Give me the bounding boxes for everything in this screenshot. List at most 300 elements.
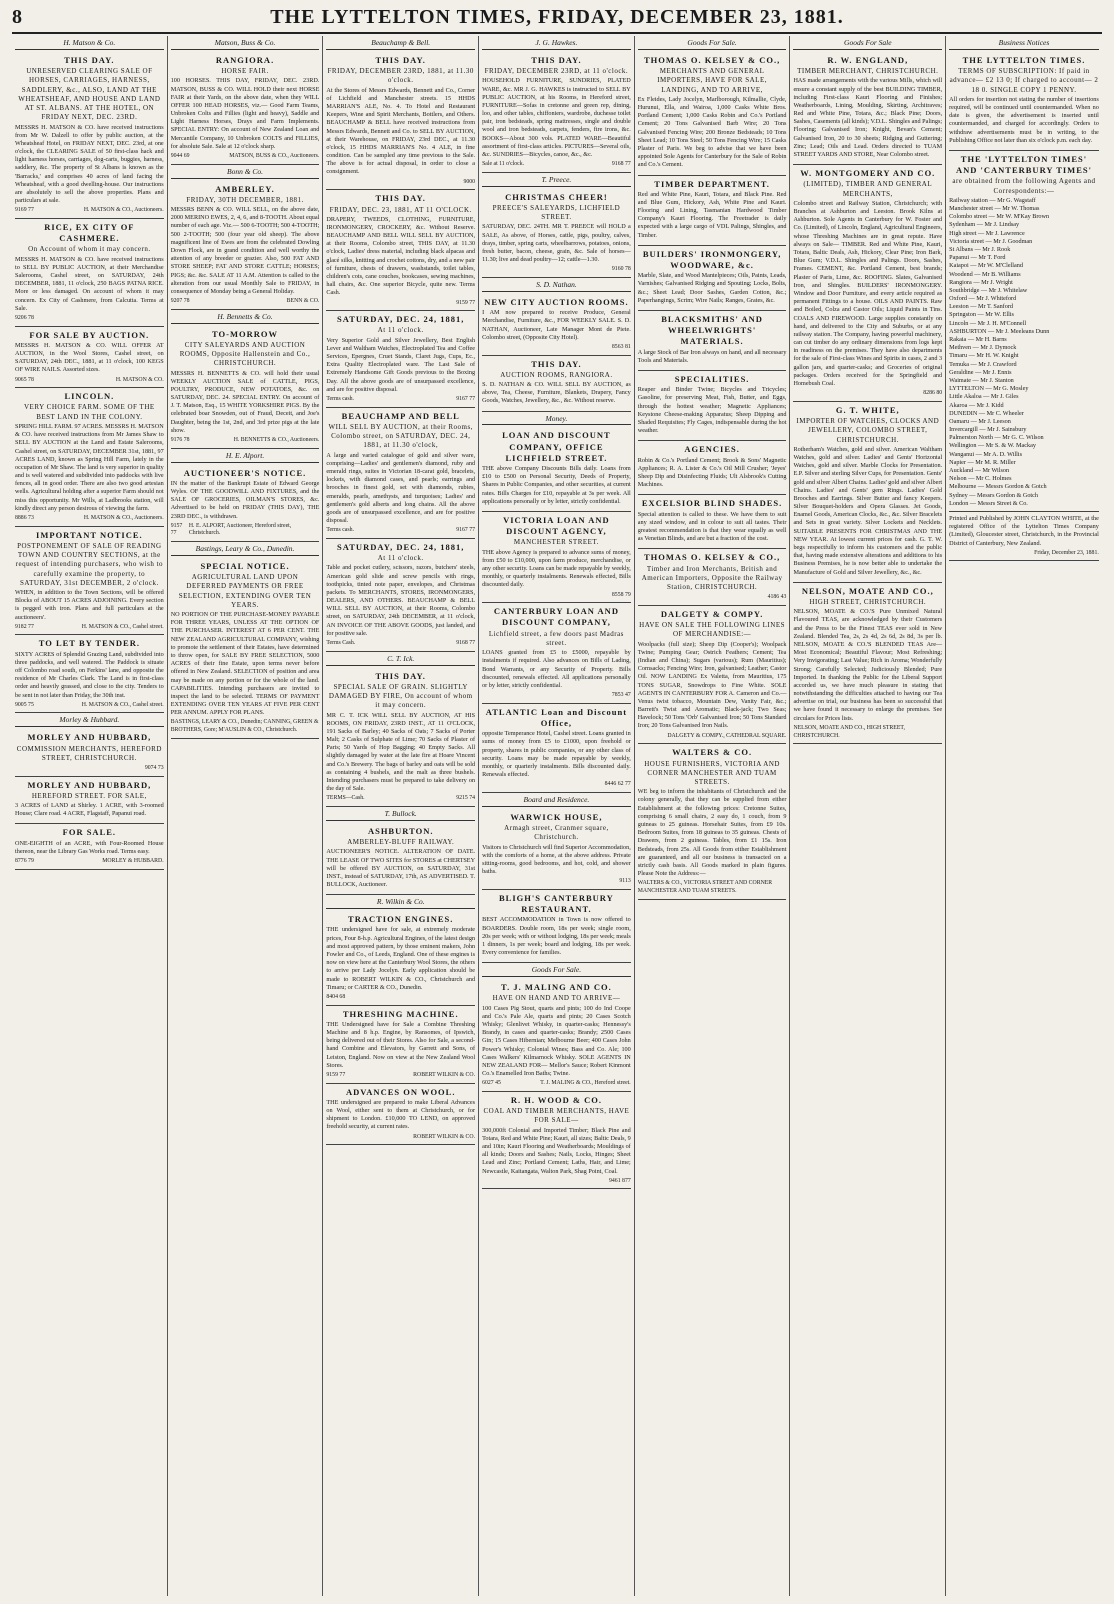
newspaper-title: THE LYTTELTON TIMES, FRIDAY, DECEMBER 23, 1881. xyxy=(270,6,844,28)
ad-body: Very Superior Gold and Silver Jewellery, Best English Lever and Waltham Watches, Electroplated Tea and Coffee Services, Epergnes, Cruet Stands, Claret Jugs, Cups, Ec., Extra Quality Electroplated ware. The Last Sale of Extremely Handsome Gift Goods previous to the Boxing Day. All the above goods are of unsurpassed excellence, and are for positive disposal. xyxy=(326,336,476,393)
ad-title: TIMBER DEPARTMENT. xyxy=(654,178,770,189)
agent-list-item: Geraldine — Mr J. Ennis xyxy=(949,368,1012,376)
ad-title: NELSON, MOATE AND CO., xyxy=(801,585,934,596)
ad-title: CANTERBURY LOAN AND DISCOUNT COMPANY, xyxy=(493,606,619,628)
ad-advertiser: 9074 73 xyxy=(144,765,164,771)
ad-advertiser: T. J. MALING & CO., Hereford street. xyxy=(540,1080,631,1087)
advertisement xyxy=(15,635,164,713)
ad-body: THE above Agency is prepared to advance sums of money, from £50 to £10,000, upon farm produce, merchandise, or any other security. Loans can be made repayable by weekly, monthly, or quarterly instalments. Renewals effected, Bills discounted daily. xyxy=(482,548,631,589)
ad-subtitle: TERMS OF SUBSCRIPTION: If paid in advance— £2 13 0; If charged to account— 2 18 0. SINGLE COPY 1 PENNY. xyxy=(949,67,1099,94)
section-heading: Beauchamp & Bell. xyxy=(326,36,475,50)
agent-list-item: Nelson — Mr C. Holmes xyxy=(949,475,1012,483)
ad-signature xyxy=(15,377,164,385)
advertisement xyxy=(326,1006,475,1084)
ad-subtitle: HOUSE FURNISHERS, VICTORIA AND CORNER MANCHESTER AND TUAM STREETS. xyxy=(644,759,780,786)
ad-signature xyxy=(793,725,942,740)
ad-title: WARWICK HOUSE, xyxy=(510,811,603,822)
column xyxy=(323,36,479,1596)
ad-body: THE undersigned have for sale, at extremely moderate prices, Four 8-h.p. Agricultural Engines, of the latest design and most approved pattern, by those eminent makers, John Fowler and Co., of Leeds, England. One of these engines is now on view here at the Canterbury Wool Stores, the others to arrive per Lady Jocelyn. Early application should be made to ROBERT WILKIN & CO., Christchurch and Timaru; or CARTER & CO., Dunedin. xyxy=(326,926,476,991)
agent-list-item: London — Messrs Street & Co. xyxy=(949,499,1028,507)
ad-body: I AM now prepared to receive Produce, General Merchandise, Furniture, &c., FOR WEEKLY SALE. S. D. NATHAN, Auctioneer, Late Manager Mont de Piete. Colombo street, (Opposite City Hotel). xyxy=(482,309,631,341)
ad-body: Special attention is called to these. We have them to suit any sized window, and in colour to suit all tastes. Their greatest recommendation is that they wear equally as well as Venetian Blinds, and are but a fraction of the cost. xyxy=(637,510,787,543)
ad-subtitle: IMPORTER OF WATCHES, CLOCKS AND JEWELLERY, COLOMBO STREET, CHRISTCHURCH. xyxy=(796,417,940,444)
advertisement xyxy=(949,512,1099,561)
section-heading: Goods For Sale. xyxy=(638,36,787,50)
column xyxy=(12,36,168,1596)
agent-list-item: Oamaru — Mr J. Leeson xyxy=(949,417,1011,425)
ad-signature xyxy=(15,765,164,773)
ad-reference-number: 8886 73 xyxy=(15,515,34,522)
ad-reference-number: 9005 75 xyxy=(15,701,34,708)
ad-advertiser: H. MATSON & CO., Auctioneers. xyxy=(83,515,164,522)
ad-body: AUCTIONEER'S NOTICE. ALTERATION OF DATE. THE LEASE OF TWO SITES for STORES at CHERTSEY will be offered BY AUCTION, on SATURDAY, 31st INST., instead of SATURDAY, 17th, AS ADVERTISED. T. BULLOCK, Auctioneer. xyxy=(326,848,476,889)
advertisement xyxy=(482,979,631,1092)
ad-signature xyxy=(326,1072,475,1080)
ad-subtitle: HEREFORD STREET. FOR SALE, xyxy=(31,791,147,800)
ad-title: R. H. WOOD & CO. xyxy=(510,1094,602,1105)
column xyxy=(168,36,324,1596)
ad-subtitle: UNRESERVED CLEARING SALE OF HORSES, CARRIAGES, HARNESS, SADDLERY, &c., ALSO, LAND AT THE WHEATSHEAF, AND HOUSE AND LAND AT ST. ALBANS. AT THE HOTEL, ON FRIDAY NEXT, DEC. 23RD. xyxy=(18,67,161,122)
advertisement xyxy=(15,729,164,776)
ad-signature xyxy=(638,733,787,741)
ad-advertiser: MATSON, BUSS & CO., Auctioneers. xyxy=(229,153,320,160)
ad-title: ADVANCES ON WOOL. xyxy=(345,1086,456,1097)
ad-title: BEAUCHAMP AND BELL xyxy=(341,410,460,421)
advertisement xyxy=(482,512,631,603)
ad-subtitle: HAVE ON SALE THE FOLLOWING LINES OF MERCHANDISE:— xyxy=(639,621,785,639)
ad-subtitle: PREECE'S SALEYARDS, LICHFIELD STREET. xyxy=(492,203,621,222)
ad-body: BEST ACCOMMODATION in Town is now offered to BOARDERS. Double room, 18s per week; single room, 20s per week; with or without lodging, 18s per week; meals 1 dinners, 1s per week; board and lodging, 18s per week. Every convenience for families. xyxy=(482,916,631,957)
ad-advertiser: 9113 xyxy=(619,878,631,885)
agent-list-item: Southbridge — Mr J. Whitelaw xyxy=(949,286,1028,294)
agent-list-item: Invercargill — Mr J. Sainsbury xyxy=(949,426,1027,434)
advertisement xyxy=(638,176,787,246)
ad-body: HOUSEHOLD FURNITURE, SUNDRIES, PLATED WARE, &c. MR J. G. HAWKES is instructed to SELL BY PUBLIC AUCTION, at his Rooms, in Hereford street, FURNITURE—Sofas in cretonne and green rep, dining, loo, and other tables, chiffoniers, wardrobe, duchesse toilet pair, iron bedsteads, spring mattresses, single and double wool and iron bedsteads, carpets, fenders, fire irons, &c. BOOKS—About 300 vols. PLATED WARE—Beautiful assortment of first-class articles. PICTURES—Several oils, &c. SUNDRIES—Bicycles, canoe, &c., &c. xyxy=(482,77,631,159)
ad-advertiser: 9000 xyxy=(463,178,476,185)
agent-list-item: Sydenham — Mr J. Lindsay xyxy=(949,221,1020,229)
masthead xyxy=(12,6,1102,34)
advertisement xyxy=(326,311,475,407)
ad-advertiser: ROBERT WILKIN & CO. xyxy=(413,1133,476,1140)
agent-list-item: Papanui — Mr T. Ford xyxy=(949,254,1006,262)
ad-signature xyxy=(793,390,942,398)
ad-body: THE Undersigned have for Sale a Combine Threshing Machine and 8 h.p. Engine, by Ransomes, of Ipswich, being delivered out of their Stores. Also for Sale, a second-hand Combine and Elevators, by Garrett and Sons, of Leiston, England. Now on view at the New Zealand Wool Stores. xyxy=(326,1020,476,1069)
ad-title: DALGETY & COMPY. xyxy=(660,608,764,619)
ad-reference-number: 8404 68 xyxy=(326,993,346,1000)
ad-advertiser: H. MATSON & CO., Cashel street. xyxy=(81,623,164,630)
advertisement xyxy=(326,52,475,190)
ad-title: RICE, EX CITY OF CASHMERE. xyxy=(44,222,135,244)
ad-reference-number: 9044 69 xyxy=(170,153,190,160)
ad-body: WHEN, in addition to the Town Sections, will be offered Blocks of ABOUT 15 ACRES ADJOINING. Every section is pegged with iron. Plans and full particulars at the auctioneers'. xyxy=(15,589,164,621)
ad-signature xyxy=(482,592,631,600)
ad-subtitle: AGRICULTURAL LAND UPON DEFERRED PAYMENTS OR FREE SELECTION, EXTENDING OVER TEN YEARS. xyxy=(178,573,312,609)
section-heading: Goods For Sale xyxy=(793,36,942,50)
ad-body: Ex Fleides, Lady Jocelyn, Marlborough, Kilmallie, Clyde, Hurunui, Ella, and Wairoa, 1,000 Casks White Bros. Portland Cement; 1,000 Casks Robin and Co.'s Portland Cement; 20 Tons Galvanised Barb Wire; 20 Tons Galvanised Fencing Wire; 200 Bronze Bedsteads; 10 Tons Sheet Lead; 10 Tons Steel; 50 Tons Fencing Wire; 15 Casks Plaster of Paris. We beg to advise that we have been appointed Sole Agents for Canterbury for the Sale of Robin and Co.'s Cement. xyxy=(637,95,787,169)
agent-list-item: LYTTELTON — Mr G. Mosley xyxy=(949,385,1029,393)
ad-body: THE above Company Discounts Bills daily. Loans from £10 to £500 on Personal Security, Deeds of Property, Shares in Public Companies, and other securities, at current rates. Bills Charges for £10, repayable at 3s per week. All applications personally or by letter, strictly confidential. xyxy=(482,465,631,505)
advertisement xyxy=(171,52,320,165)
ad-advertiser: DALGETY & COMPY., CATHEDRAL SQUARE. xyxy=(667,732,787,739)
ad-signature xyxy=(949,550,1099,558)
ad-signature xyxy=(326,396,475,404)
ad-body: MESSRS BENN & CO. WILL SELL, on the above date, 2000 MERINO EWES, 2, 4, 6, and 8-TOOTH. About equal number of each age. Viz.— 500 6-TOOTH; 500 4-TOOTH; 500 2-TOOTH; 500 (four year old sheep). The above magnificent line of Ewes are from the celebrated Dowling Down Flock, are in grand condition and well worthy the attention of any breeder or grazier. Also, 500 FAT AND STORE SHEEP; FAT AND STORE CATTLE; HORSES; PIGS; &c. &c. SALE AT 11 A.M. Attention is called to the alteration from our usual Monthly Sale to FRIDAY, in consequence of Monday being a General Holiday. xyxy=(170,206,320,295)
ad-body: NELSON, MOATE & CO.'S Pure Unmixed Natural Flavoured TEAS, are acknowledged by their Customers and the Press to be the Finest TEAS ever sold in New Zealand. Blended Tea, 2s, 2s 4d, 2s 6d, 2s 8d, 3s per lb. NELSON, MOATE & CO.'S BLENDED TEAS Are— Most Economical; Beautiful Flavour; Most Refreshing; Very Invigorating; Last Value; Rich in Aroma; Wonderfully Strong; Carefully Selected; Judiciously Blended; Pure Imported. In thanking the Public for the Liberal Support accorded us, we have much pleasure in stating that notwithstanding the difficulties attached to having our Tea advertise on trial, our business has been so successful that we have found it necessary to enlarge the premises. See circulars for Prices lists. xyxy=(793,608,943,722)
ad-body: 100 HORSES. THIS DAY, FRIDAY, DEC. 23RD. MATSON, BUSS & CO. WILL HOLD their next HORSE FAIR at their Yards, on the above date, when they WILL OFFER 100 HEAD HORSES, viz.— Good Farm Teams, Unbroken Colts and Fillies (light and heavy), Saddle and Light Harness Horses, Drays and Farm Implements. SPECIAL ENTRY: On account of New Zealand Loan and Mercantile Company, 10 Unbroken COLTS and FILLIES, for absolute Sale. Sale at 12 o'clock sharp. xyxy=(170,77,320,150)
ad-body: Visitors to Christchurch will find Superior Accommodation, with the comforts of a home, at the above address. Private sitting-rooms, good bedrooms, and hot, cold, and shower baths. xyxy=(482,843,631,876)
ad-body: LOANS granted from £5 to £5000, repayable by instalments if required. Also advances on Bills of Lading, Bond Warrants, or any Security of Property. Bills discounted, renewals effected. All applications personally or by letter, strictly confidential. xyxy=(482,649,631,689)
ad-signature xyxy=(15,702,164,710)
ad-body: Woolpacks (full size); Sheep Dip (Cooper's); Woolpack Twine; Pumping Gear; Ostrich Feathers; Cement; Tea (Indian and China); Sugars (various); Rum (Mauritius); Cornsacks; Fencing Wire; Iron, galvanised; Leather; Castor Oil. NOW LANDING Ex Valetta, from Mauritius, 175 TONS SUGAR, Snowdrops to Fine White. SOLE AGENTS IN CANTERBURY FOR A. Cameron and Co.— Venus twist tobacco, Mountain Dew, Vanity Fair, &c.; Barrett's Twist and Aromatic; Black-jack; Two Seas; Havelock; 50 Tons 'Orb' Galvanised Iron; 50 Tons Standard Iron; 20 Tons Galvanised Iron Nails. xyxy=(637,640,787,730)
ad-body: SATURDAY, DEC. 24TH. MR T. PREECE will HOLD a SALE, As above, of Horses, cattle, pigs, poultry, calves, drays, timber, spring carts, wheelbarrows, potatoes, onions, fresh butter, bacon, cheese, grain, &c. Sale of horses—11.30; live and dead poultry—12; cattle—1.30. xyxy=(482,223,631,264)
ad-body: WE beg to inform the inhabitants of Christchurch and the colony generally, that they can be supplied from either Establishment at the following prices: Cretonne Suites, comprising 6 small chairs, 2 easy do, 1 couch, from 9 guineas to 25 guineas. Horsehair Suites, from £9 10s. Bedroom Suites, from 18 guineas to 35 guineas. Chests of Drawers, from 2 guineas. Tables, from £1 15s. Iron Bedsteads, from 25s. All Goods from either Establishment are guaranteed, and all our business is transacted on a strictly cash basis. All Goods marked in plain figures. Please Note the Address:— xyxy=(637,788,787,878)
ad-signature xyxy=(15,315,164,323)
section-heading: Bastings, Leary & Co., Dunedin. xyxy=(171,542,320,556)
advertisement xyxy=(482,890,631,963)
advertisement xyxy=(793,402,942,583)
section-heading: Money. xyxy=(482,412,631,426)
ad-body: SIXTY ACRES of Splendid Grazing Land, subdivided into three paddocks, and well watered. The Paddock is situate off Colombo road south, on Ferkins' lane, and opposite the residence of Mr Charles Clark. The Land is in first-class order and heavily grassed, and close to the city. Tenders to be sent in not later than Friday, the 30th inst. xyxy=(15,650,164,699)
advertisement xyxy=(326,668,475,807)
advertisement xyxy=(793,583,942,744)
ad-advertiser: BASTINGS, LEARY & CO., Dunedin; CANNING, GREEN & BROTHERS, Gore; M'AUSLIN & CO., Christchurch. xyxy=(170,719,319,734)
ad-subtitle: At 11 o'clock. xyxy=(377,554,424,563)
ad-advertiser: 8563 81 xyxy=(611,343,631,350)
advertisement xyxy=(482,427,631,512)
ad-body: MR C. T. ICK WILL SELL BY AUCTION, AT HIS ROOMS, ON FRIDAY, 23RD INST., AT 11 O'CLOCK, 191 Sacks of Barley; 40 Sacks of Oats; 7 Sacks of Porter Malt; 2 Casks of Sulphate of Lime; 70 Sacks of Plaster of Paris; 50 Yards of Hop Bagging; 40 Empty Sacks. All slightly damaged by water at the late fire at Hoare Vincent and Co.'s Brewery. The bags of barley and oats will be sold as containing 4 bushels, and the malt as three bushels. Intending purchasers must be prepared to take delivery on the day of Sale. xyxy=(326,711,476,793)
section-heading: H. Matson & Co. xyxy=(15,36,164,50)
advertisement xyxy=(638,246,787,311)
advertisement xyxy=(638,549,787,606)
agent-list-item: Leeston — Mr T. Sanford xyxy=(949,303,1013,311)
advertisement xyxy=(482,603,631,703)
ad-advertiser: H. BENNETTS & CO., Auctioneers. xyxy=(233,437,320,444)
ad-subtitle: HORSE FAIR. xyxy=(221,67,269,76)
ad-advertiser: BENN & CO. xyxy=(286,298,320,305)
agent-list-item: Melbourne — Messrs Gordon & Gotch xyxy=(949,483,1047,491)
agent-list-item: Victoria street — Mr J. Goodman xyxy=(949,237,1033,245)
page-number: 8 xyxy=(12,6,22,28)
column xyxy=(479,36,635,1596)
section-heading: Board and Residence. xyxy=(482,793,631,807)
ad-advertiser: Friday, December 23, 1881. xyxy=(1034,549,1099,556)
ad-body: HAS made arrangements with the various Mills, which will ensure a constant supply of the best BUILDING TIMBER, including First-class Kauri Flooring and Finishes; Weatherboards, Lining, Moulding, Skirting, Architraves; Red and White Pine, Totara, &c.; Black Pine; Doors, Sashes, Casements (all kinds); V.D.L. Shingles and Palings; Flooring; Galvanised Iron; Knight, Bevan's Cement; Galvanised Iron, 20 to 30 sheets; Ridging and Guttering; Zinc; Lead; Oils and Lead. Orders directed to TUAM STREET YARDS AND STORE, Near Colombo street. xyxy=(793,77,943,159)
ad-body: opposite Temperance Hotel, Cashel street. Loans granted in sums of money from £5 to £1000, upon freehold or property, shares in public companies, or any other class of security. Loans may be made repayable by weekly, monthly, or quarterly instalments. Bills discounted daily. Renewals effected. xyxy=(482,730,631,779)
ad-reference-number: Terms cash. xyxy=(326,527,354,534)
ad-advertiser: NELSON, MOATE AND CO., HIGH STREET, CHRISTCHURCH. xyxy=(793,724,905,739)
ad-advertiser: H. MATSON & CO., Auctioneers. xyxy=(83,207,164,214)
agent-list-item: Auckland — Mr Wilson xyxy=(949,467,1010,475)
agent-list-item: Rakaia — Mr H. Barns xyxy=(949,336,1007,344)
ad-subtitle: FRIDAY, 30TH DECEMBER, 1881. xyxy=(186,195,304,204)
column xyxy=(790,36,946,1596)
ad-signature xyxy=(171,298,320,306)
ad-title: THE 'LYTTELTON TIMES' AND 'CANTERBURY TIMES' xyxy=(955,153,1092,176)
ad-body: 100 Cases Pig Stout, quarts and pints; 100 do Ind Coope and Co.'s Pale Ale, quarts and pints; 20 Cases Scotch Whisky; Glenlivet Whisky, in quarter-casks; Hennessy's Brandy, in cases and quarter-casks; Brandy; 2500 Cases Gin; 15 Cases Hibernian; Melbourne Beer; 400 Cases John Power's Whisky; Colonial Wines; Bass and Co. Ale; 100 Cases Walkers' Kilmarnock Whisky. SOLE AGENTS IN NEW ZEALAND FOR— Mellor's Sauce; Robert Kinmont Co.'s Enamelled Iron Baths; Twine. xyxy=(482,1004,631,1078)
ad-title: LOAN AND DISCOUNT COMPANY, OFFICE LICHFIELD STREET. xyxy=(502,430,611,463)
agent-list-item: Akaroa — Mr J. Kidd xyxy=(949,401,1004,409)
ad-signature xyxy=(171,523,320,538)
ad-reference-number: TERMS—Cash. xyxy=(326,795,365,802)
ad-signature xyxy=(171,719,320,734)
advertisement xyxy=(638,311,787,371)
advertisement xyxy=(482,1092,631,1189)
advertisement xyxy=(482,809,631,890)
advertisement xyxy=(638,371,787,441)
ad-subtitle: Lichfield street, a few doors past Madras street. xyxy=(488,629,624,647)
ad-signature xyxy=(171,437,320,445)
ad-title: THIS DAY. xyxy=(64,54,115,65)
ad-body: IN the matter of the Bankrupt Estate of Edward George Wyles. OF THE GOODWILL AND FIXTURES, and the SALE OF GROCERIES, OILMAN'S STORES, &c. Advertised to be held on FRIDAY (THIS DAY), THE 23RD DEC., is withdrawn. xyxy=(170,479,320,520)
section-heading: T. Preece. xyxy=(482,173,631,187)
ad-body: Red and White Pine, Kauri, Totara, and Black Pine. Red and Blue Gum, Hickory, Ash, White Pine and Kauri. Flooring and Lining, Tasmanian Hardwood Timber Company's Kauri Flooring. The Freetrader is daily expected with a large cargo of VDL Palings, Shingles, and Timber. xyxy=(637,190,787,239)
ad-title: THE LYTTELTON TIMES. xyxy=(962,54,1086,65)
ad-signature xyxy=(326,179,475,187)
ad-subtitle: VERY CHOICE FARM. SOME OF THE BEST LAND IN THE COLONY. xyxy=(24,403,155,421)
agent-list-item: Waimate — Mr J. Stanton xyxy=(949,376,1014,384)
column xyxy=(635,36,791,1596)
advertisement xyxy=(15,824,164,869)
agent-list-item: Railway station — Mr G. Wagstaff xyxy=(949,196,1036,204)
ad-subtitle: COMMISSION MERCHANTS, HEREFORD STREET, CHRISTCHURCH. xyxy=(16,744,162,762)
ad-advertiser: 9167 77 xyxy=(456,527,476,534)
ad-title: VICTORIA LOAN AND DISCOUNT AGENCY, xyxy=(503,515,610,537)
ad-reference-number: Sale at 11 o'clock. xyxy=(482,161,525,168)
advertisement xyxy=(638,52,787,176)
ad-subtitle: On Account of whom it may concern. xyxy=(28,245,151,254)
ad-reference-number: 9176 78 xyxy=(170,437,190,444)
ad-subtitle: CITY SALEYARDS AND AUCTION ROOMS, Opposite Hallenstein and Co., CHRISTCHURCH. xyxy=(179,340,311,368)
ad-title: AGENCIES. xyxy=(684,444,740,455)
ad-signature xyxy=(326,527,475,535)
ad-reference-number: 9182 77 xyxy=(15,623,34,630)
ad-advertiser: ROBERT WILKIN & CO. xyxy=(413,1071,476,1078)
advertisement xyxy=(15,52,164,219)
ad-body: MESSRS H. BENNETTS & CO. will hold their usual WEEKLY AUCTION SALE of CATTLE, PIGS, POULTRY, PRODUCE, NEW POTATOES, &c. on SATURDAY, DEC. 24. SPECIAL ENTRY. On account of J. T. Matson, Esq., 15 WHITE YORKSHIRE PIGS. By the celebrated boar Snowden, out of Fraud, Deceit, and Joe's Daughter, being the 1st, 2nd, and 3rd prize pigs at the late show. xyxy=(170,369,320,434)
ad-advertiser: WALTERS & CO., VICTORIA STREET AND CORNER MANCHESTER AND TUAM STREETS. xyxy=(637,880,773,894)
section-heading: R. Wilkin & Co. xyxy=(326,895,475,909)
ad-advertiser: H. MATSON & CO. xyxy=(115,376,164,383)
ad-body: S. D. NATHAN & CO. WILL SELL BY AUCTION, as above, Tea, Cheese, Furniture, Blankets, Drapery, Fancy Goods, Watches, Jewellery, &c., &c. Without reserve. xyxy=(482,380,631,405)
ad-subtitle: AMBERLEY-BLUFF RAILWAY. xyxy=(347,838,455,847)
ad-body: Printed and Published by JOHN CLAYTON WHITE, at the registered Office of the Lyttelton Times Company (Limited), Gloucester street, Christchurch, in the Provincial District of Canterbury, New Zealand. xyxy=(949,514,1099,547)
ad-subtitle: At 11 o'clock. xyxy=(377,326,424,335)
ad-signature xyxy=(482,878,631,886)
ad-subtitle: AUCTION ROOMS, RANGIORA. xyxy=(500,370,613,379)
ad-reference-number: 9065 78 xyxy=(15,376,34,383)
columns-container xyxy=(12,36,1102,1596)
ad-signature xyxy=(482,1178,631,1186)
advertisement xyxy=(793,165,942,402)
section-heading: Morley & Hubbard. xyxy=(15,713,164,727)
agent-list-item: Colombo street — Mr W. M'Kay Brown xyxy=(949,213,1050,221)
ad-body: Rotherham's Watches, gold and silver. American Waltham Watches, gold and silver. Ladies' and Gents' Horizontal Watches, gold and silver. Marble Clocks for Presentation. E.P. Silver and sterling Silver Cups, for Presentation. Gents' gold and silver Albert Chains. Ladies' gold and silver Albert Chains. Ladies' and Gents' gem Rings. Ladies' Gold Brooches and Earrings. Silver Butter and fancy Keepers. Silver Bouquet-holders and Opera Glasses. Jet Goods, Enamel Goods, American Clocks, &c., &c. Silver Bracelets and Sets in great variety. Silver Lockets and Necklets. SUITABLE PRESENTS FOR CHRISTMAS AND THE NEW YEAR. At lowest current prices for cash. G. T. W. begs respectfully to inform his customers and the public that, having made extensive alterations and additions to his Business Premises, he is now better able to undertake the Manufacture of Gold and Silver Jewellery, &c., &c. xyxy=(793,445,943,576)
ad-signature xyxy=(326,1134,475,1142)
advertisement xyxy=(171,326,320,449)
ad-body: SPRING HILL FARM. 97 ACRES. MESSRS H. MATSON & CO. have received instructions from Mr James Shaw to SELL BY AUCTION at the Land and Estate Salerooms, Cashel street, on SATURDAY, DECEMBER 31st, 1881, 97 ACRES LAND, known as Spring Hill Farm, lately in the occupation of Mr Shaw. The land is very superior in quality and is well watered and subdivided into paddocks with live fences, all in good order. There are also two good artesian wells. Agricultural holding after a superior Farm should not miss this opportunity. Mr Wills, at Ladbrooks station, will kindly direct any person desirous of viewing the farm. xyxy=(15,422,164,512)
advertisement xyxy=(949,52,1099,151)
ad-title: G. T. WHITE, xyxy=(835,404,900,415)
ad-subtitle: SPECIAL SALE OF GRAIN. SLIGHTLY DAMAGED BY FIRE, On account of whom it may concern. xyxy=(328,682,473,710)
ad-body: Colombo street and Railway Station, Christchurch; with Branches at Ashburton and Leeston. Brook Kilns at Ashburton. Sole Agents in Canterbury for W. Foster and Co. (Limited), of Lincoln, England, Agricultural Engineers, whose Threshing Machines are in great repute. Have always on Sale— TIMBER. Red and White Pine, Kauri, Totara, Baltic Deals, Ash, Hickory, Clear Pine; Iron Bark, Blue Gum; V.D.L. Shingles and Palings. Doors, Sashes, Frames. CEMENT, &c. Portland Cement, best brands; Plaster of Paris, Lime, &c. ROOFING. Slates, Galvanised Iron, and Shingles. BUILDERS' IRONMONGERY. Window and Door Furniture, and every article required as permanent Fittings to a house. OILS AND PAINTS. Raw and Boiled, Colza and Castor Oils; Liquid Paints in Tins. COALS AND FIREWOOD. Large supplies constantly on hand, and delivered to the City and Suburbs, or at any railway station. The Company, having powerful machinery, can cut timber do any ordinary dimensions from logs kept in readiness on the premises. They have also departments for the sale of First-class Wines and Spirits in cases, 2 and 3 gallon jars, and quarter-casks; and Groceries of original packages. Orders received for the Springfield and Homebush Coal. xyxy=(793,199,943,388)
ad-body: MESSRS H. MATSON & CO. have received instructions to SELL BY PUBLIC AUCTION, at their Merchandise Salerooms, Cashel street, on SATURDAY, 24th DECEMBER, 1881, 11 o'clock, 250 BAGS PATNA RICE. More or less damaged. On account of whom it may concern. Ex City of Cashmere, from Calcutta. Terms at Sale. xyxy=(15,255,164,312)
ad-body: ONE-EIGHTH of an ACRE, with Four-Roomed House thereon, near the Library Gas Works road. Terms easy. xyxy=(15,839,164,855)
ad-reference-number: Terms cash. xyxy=(326,396,354,403)
agent-list-item: Wellington — Mr S. & W. Mackay xyxy=(949,442,1036,450)
ad-title: THIS DAY. xyxy=(375,193,426,204)
ad-body: 3 ACRES of LAND at Shirley. 1 ACRE, with 3-roomed House; Clare road. 4 ACRE, Flagstaff, Papanui road. xyxy=(15,802,164,818)
section-heading: Business Notices xyxy=(949,36,1099,50)
ad-advertiser: 9159 77 xyxy=(456,299,476,306)
ad-signature xyxy=(15,624,164,632)
advertisement xyxy=(949,151,1099,512)
ad-body: Robin & Co.'s Portland Cement; Brook & Sons' Magnetic Appliances; R. A. Lister & Co.'s Oil Mill Crusher; 'Jeyes' Sheep Dip and Disinfecting Fluids; Ult Alsbrook's Cutting Machines. xyxy=(637,456,787,489)
agent-list-item: Kaiapoi — Mr W. M'Clelland xyxy=(949,262,1023,270)
ad-subtitle: MERCHANTS AND GENERAL IMPORTERS, HAVE FOR SALE, LANDING, AND TO ARRIVE, xyxy=(657,67,767,94)
ad-subtitle: TIMBER MERCHANT, CHRISTCHURCH. xyxy=(797,67,939,76)
ad-title: LINCOLN. xyxy=(64,391,115,402)
ad-advertiser: MORLEY & HUBBARD. xyxy=(102,858,164,865)
ad-advertiser: 8446 62 77 xyxy=(604,781,631,788)
ad-signature xyxy=(638,594,787,602)
ad-body: 300,000ft Colonial and Imported Timber; Black Pine and Totara, Red and White Pine; Kauri, all sizes; Baltic Deals, 9 and 10in; Kauri Flooring and Weatherboards; Mouldings of all kinds; Doors and Sashes; Nails, Locks, Hinges; Sheet Lead and Zinc; Portland Cement; Laths, Hair, and Lime; Newcastle, Kaitangata, Walton Park, Shag Point, Coal. xyxy=(482,1126,631,1175)
ad-signature xyxy=(15,858,164,866)
ad-advertiser: 9160 78 xyxy=(611,266,631,273)
ad-subtitle: WILL SELL BY AUCTION, at their Rooms, Colombo street, on SATURDAY, DEC. 24, 1881, at 11.30 o'clock, xyxy=(328,422,473,450)
advertisement xyxy=(326,823,475,895)
ad-title: TO LET BY TENDER. xyxy=(38,638,140,649)
ad-signature xyxy=(326,640,475,648)
ad-subtitle: Armagh street, Cranmer square, Christchurch. xyxy=(504,824,609,842)
advertisement xyxy=(638,495,787,549)
ad-reference-number: 9159 77 xyxy=(326,1071,346,1078)
ad-advertiser: 8286 80 xyxy=(923,390,943,397)
agent-list-item: Springston — Mr W. Ellis xyxy=(949,311,1014,319)
ad-title: THIS DAY. xyxy=(375,54,426,65)
advertisement xyxy=(171,181,320,310)
ad-reference-number: 9207 78 xyxy=(170,298,190,305)
ad-title: SPECIAL NOTICE. xyxy=(200,560,290,571)
agent-list-item: Manchester street — Mr W. Thomas xyxy=(949,205,1040,213)
ad-subtitle: FRIDAY, DEC. 23, 1881, AT 11 O'CLOCK. xyxy=(329,205,472,214)
agent-list-item: High street — Mr J. Lawrence xyxy=(949,229,1025,237)
ad-title: ASHBURTON. xyxy=(367,825,434,836)
ad-subtitle: FRIDAY, DECEMBER 23RD, at 11 o'clock. xyxy=(484,67,629,76)
advertisement xyxy=(171,558,320,739)
ad-body: Table and pocket cutlery, scissors, razors, butchers' steels, American gold slide and screw pencils with rings, toothpicks, tinted note paper, envelopes, and Christmas packets. To MERCHANTS, STORES, IRONMONGERS, DEALERS, AND OTHERS. BEAUCHAMP & BELL WILL SELL BY AUCTION, at their Rooms, Colombo street, on SATURDAY, 24th DECEMBER, at 11 o'clock, AN INVOICE OF THE ABOVE GOODS, just landed, and for positive sale. xyxy=(326,564,476,637)
ad-advertiser: 9168 77 xyxy=(456,640,476,647)
ad-title: ATLANTIC Loan and Discount Office, xyxy=(485,706,628,728)
agent-list-item: Temuka — Mr J. Crawford xyxy=(949,360,1017,368)
advertisement xyxy=(171,465,320,542)
ad-title: EXCELSIOR BLIND SHADES. xyxy=(641,498,783,509)
ad-title: THOMAS O. KELSEY & CO., xyxy=(643,552,781,563)
ad-signature xyxy=(638,880,787,895)
agent-list-item: Methven — Mr J. Dymock xyxy=(949,344,1017,352)
ad-signature xyxy=(171,153,320,161)
ad-subtitle: FRIDAY, DECEMBER 23RD, 1881, at 11.30 o'clock. xyxy=(327,67,474,85)
ad-advertiser: 9461 877 xyxy=(609,1177,631,1184)
ad-body: DRAPERY, TWEEDS, CLOTHING, FURNITURE, IRONMONGERY, CROCKERY, &c. Without Reserve. BEAUCHAMP AND BELL WILL SELL BY AUCTION, at their Rooms, Colombo street, THIS DAY, at 11.30 o'clock, Ladies' dress material, including black alpacas and glacé silks, knitting and crochet cottons, dry, and a new pair of furniture, chests of drawers, washstands, toilet tables, children's cots, cane couches, bookcases, sewing machines, hall chairs, &c. One superior Bicycle, quite new. Terms Cash. xyxy=(326,215,476,297)
ad-title: SPECIALITIES. xyxy=(674,374,750,385)
ad-title: BLIGH'S CANTERBURY RESTAURANT. xyxy=(499,892,614,915)
ad-title: NEW CITY AUCTION ROOMS. xyxy=(484,296,629,307)
ad-signature xyxy=(15,207,164,215)
section-heading: Matson, Buss & Co. xyxy=(171,36,320,50)
ad-reference-number: 9157 77 xyxy=(170,522,183,537)
ad-advertiser: 4186 43 xyxy=(767,594,787,601)
ad-body: All orders for insertion not stating the number of insertions required, will be continued until countermanded. When no date is given, the advertisement is inserted until countermanded, and charged for accordingly. Orders to withdraw advertisements must be in writing, to the Publishing Office not later than six o'clock p.m. each day. xyxy=(949,95,1099,144)
advertisement xyxy=(793,52,942,165)
agent-list-item: Little Akaloa — Mr J. Giles xyxy=(949,393,1019,401)
section-heading: T. Bullock. xyxy=(326,807,475,821)
ad-subtitle: COAL AND TIMBER MERCHANTS, HAVE FOR SALE— xyxy=(483,1107,630,1125)
ad-title: CHRISTMAS CHEER! xyxy=(505,191,608,202)
ad-body: MESSRS H. MATSON & CO. have received instructions from Mr W. Dalzell to offer by public auction, at the Wheatsheaf Hotel, on FRIDAY NEXT, DEC. 23rd, at one o'clock, the CLEARING SALE of 50 first-class hack and light harness horses, carriages, dog-carts, buggies, harness, saddlery, &c. The property of St Albans is known as the 'Barracks,' and comprises 40 acres of land facing the Wheatsheaf, with a good dwelling-house. Our instructions are absolutely to sell the above properties. Plans and particulars at sale. xyxy=(15,123,164,205)
agent-list-item: Sydney — Messrs Gordon & Gotch xyxy=(949,491,1038,499)
ad-reference-number: 6027 45 xyxy=(482,1080,501,1087)
ad-signature xyxy=(482,781,631,789)
ad-title: SATURDAY, DEC. 24, 1881, xyxy=(337,541,465,552)
ad-signature xyxy=(482,266,631,274)
advertisement xyxy=(326,408,475,539)
ad-title: THIS DAY. xyxy=(531,54,582,65)
ad-subtitle: HIGH STREET, CHRISTCHURCH. xyxy=(809,598,927,606)
ad-advertiser: 9168 77 xyxy=(611,161,631,168)
advertisement xyxy=(482,294,631,356)
ad-advertiser: H. MATSON & CO., Cashel street. xyxy=(81,701,164,708)
ad-signature xyxy=(482,161,631,169)
ad-title: AUCTIONEER'S NOTICE. xyxy=(183,467,307,478)
agent-list-item: ASHBURTON — Mr J. Meeleans Dunn xyxy=(949,327,1050,335)
agent-list-item: Woodend — Mr B. Williams xyxy=(949,270,1021,278)
ad-signature xyxy=(482,1080,631,1088)
agent-list-item: Palmerston North — Mr G. C. Wilson xyxy=(949,434,1044,442)
advertisement xyxy=(15,327,164,389)
agent-list-item: Oxford — Mr J. Whiteford xyxy=(949,295,1017,303)
ad-advertiser: 9167 77 xyxy=(456,396,476,403)
ad-advertiser: 8558 79 xyxy=(611,591,631,598)
ad-title: THIS DAY. xyxy=(375,670,426,681)
ad-body: NO PORTION OF THE PURCHASE-MONEY PAYABLE FOR THREE YEARS, UNLESS AT THE OPTION OF THE PURCHASER. INTEREST AT 6 PER CENT. THE NEW ZEALAND AGRICULTURAL COMPANY, wishing to promote the settlement of their Estates, have determined to throw open, for SALE BY FREE SELECTION, 5000 ACRES of their fine Estate, upon terms never before offered in New Zealand. SELECTION of position and area may be made on any portion or for the whole of the land. CAPABILITIES. Intending purchasers are invited to inspect the land to be selected. TERMS OF PAYMENT EXTENDING OVER TEN YEARS AT FIVE PER CENT PER ANNUM. APPLY FOR PLANS. xyxy=(170,611,320,717)
agent-list-item: St Albans — Mr J. Rook xyxy=(949,245,1011,253)
ad-body: Marble, Slate, and Wood Mantelpieces; Oils, Paints, Leads, Varnishes; Galvanised Ridging and Spouting; Locks, Bolts, &c.; Sheet Lead; Door Sashes, Garden Cotton, &c.; Paperhangings, Scrim; Wire Nails; Ranges, Grates, &c. xyxy=(637,272,787,304)
section-heading: C. T. Ick. xyxy=(326,652,475,666)
ad-subtitle: (LIMITED), TIMBER AND GENERAL MERCHANTS, xyxy=(803,180,933,198)
ad-title: MORLEY AND HUBBARD, xyxy=(27,779,152,790)
agent-list-item: Timaru — Mr H. W. Knight xyxy=(949,352,1019,360)
advertisement xyxy=(482,356,631,412)
section-heading: H. E. Alport. xyxy=(171,449,320,463)
section-heading: Bonn & Co. xyxy=(171,165,320,179)
advertisement xyxy=(15,388,164,526)
ad-body: Reaper and Binder Twine; Bicycles and Tricycles; Gasoline, for preserving Meat, Fish, Butter, and Eggs, through the hottest weather; Magnetic Appliances; Keystone Cheese-making Apparatus; Sheep Dipping and Shaded Requisites; Fly Cages, indispensable during the hot weather. xyxy=(637,386,787,435)
agent-list-item: Lincoln — Mr J. H. M'Connell xyxy=(949,319,1027,327)
ad-body: A large and varied catalogue of gold and silver ware, comprising—Ladies' and gentlemen's diamond, ruby and emerald rings, suites in Victorian 18-carat gold, bracelets, lockets, with diamond cases, and pearls; earrings and brooches in finest gold, set with diamonds, rubies, emeralds, pearls, amethysts, and turquoises; Ladies' and gentlemen's gold alberts and long chains. All the above goods are of unsurpassed excellence, and are for positive disposal. xyxy=(326,451,476,525)
ad-signature xyxy=(482,344,631,352)
agent-list xyxy=(949,197,1099,508)
ad-body: MESSRS H. MATSON & CO. WILL OFFER AT AUCTION, in the Wool Stores, Cashel street, on SATURDAY, 24th DEC., 1881, at 11 o'clock, 100 KEGS OF WIRE NAILS. Assorted sizes. xyxy=(15,341,164,374)
ad-title: SATURDAY, DEC. 24, 1881, xyxy=(337,314,465,325)
advertisement xyxy=(638,606,787,744)
ad-title: MORLEY AND HUBBARD, xyxy=(27,732,152,743)
ad-subtitle: are obtained from the following Agents and Correspondents:— xyxy=(952,177,1096,195)
ad-title: TRACTION ENGINES. xyxy=(348,914,454,925)
ad-reference-number: 8776 79 xyxy=(15,858,34,865)
ad-signature xyxy=(326,994,475,1002)
ad-advertiser: 7853 47 xyxy=(611,692,631,699)
ad-title: T. J. MALING AND CO. xyxy=(501,982,612,993)
